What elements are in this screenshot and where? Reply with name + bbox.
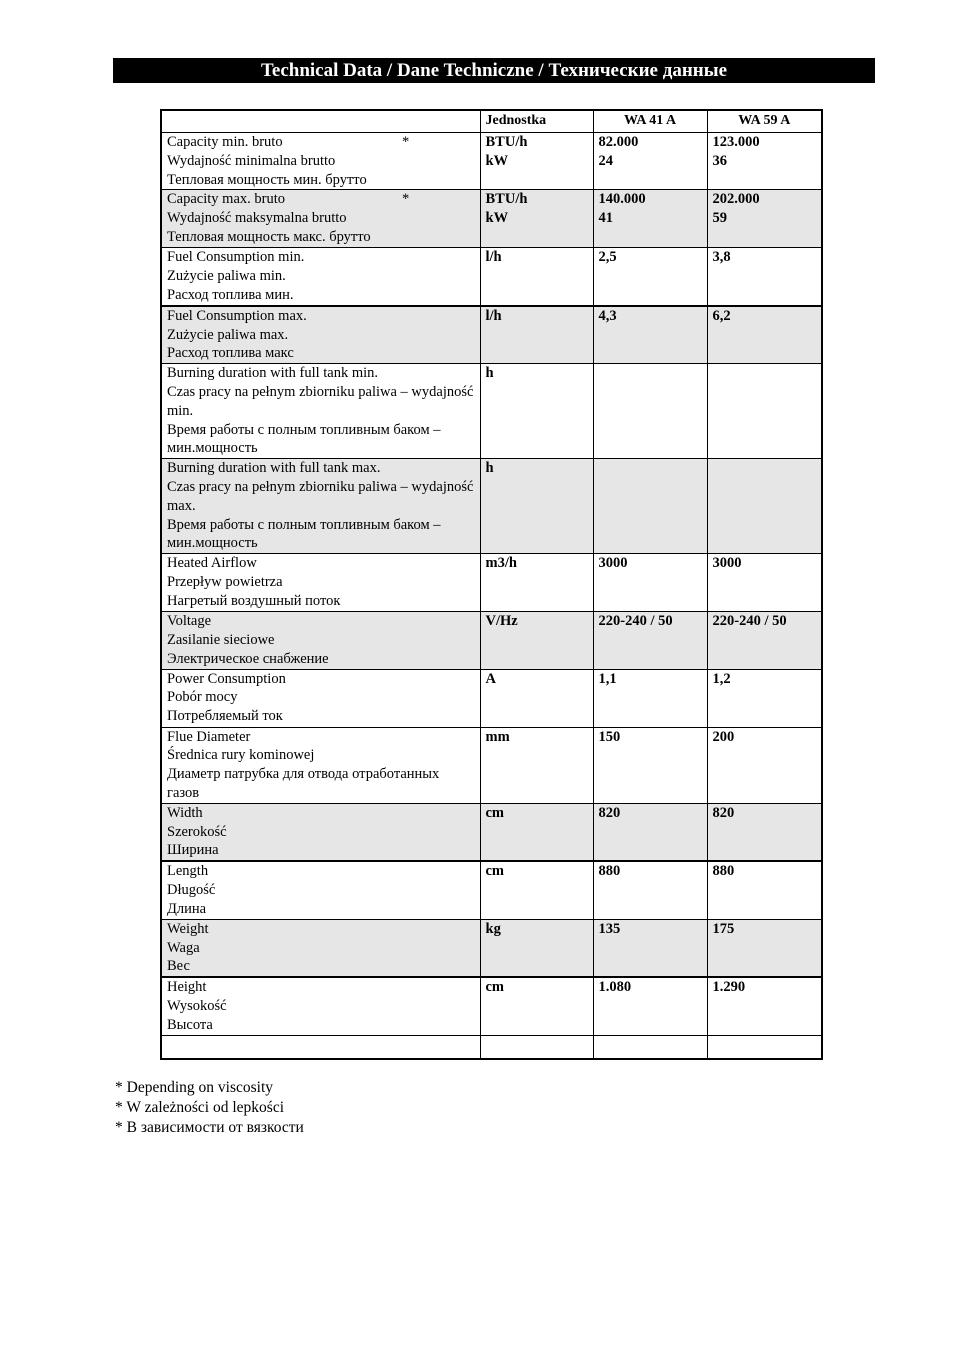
cell-line: 220-240 / 50 [598, 613, 673, 630]
parameter-label: Электрическое снабжение [167, 650, 329, 667]
parameter-cell [161, 554, 480, 612]
unit-cell [480, 669, 593, 727]
cell-line: BTU/h [485, 134, 528, 150]
parameter-label: Нагретый воздушный поток [167, 592, 341, 609]
cell-line: 140.000 [598, 191, 646, 208]
parameter-label: Czas pracy na pełnym zbiorniku paliwa – wydajność max. [167, 479, 474, 514]
table-row [161, 803, 822, 861]
table-row [161, 977, 822, 1035]
cell-line: h [485, 460, 494, 477]
cell-line: 3000 [598, 555, 628, 572]
parameter-label: Wysokość [167, 998, 227, 1015]
cell-line: 3,8 [712, 249, 731, 266]
value-cell-wa41a [593, 248, 707, 306]
table-header-row [161, 110, 822, 133]
parameter-label: Szerokość [167, 823, 227, 840]
value-cell-wa41a [593, 861, 707, 919]
unit-cell [480, 727, 593, 803]
parameter-cell [161, 133, 480, 190]
table-row [161, 727, 822, 803]
parameter-cell [161, 612, 480, 669]
cell-line: cm [485, 863, 505, 880]
parameter-label: Burning duration with full tank max. [167, 460, 381, 477]
unit-cell [480, 612, 593, 669]
parameter-label: Capacity max. bruto [167, 191, 285, 208]
table-row [161, 306, 822, 364]
cell-line: 1.290 [712, 979, 746, 996]
table-row [161, 1035, 822, 1059]
unit-cell [480, 190, 593, 248]
parameter-label: Расход топлива мин. [167, 286, 294, 303]
unit-cell [480, 459, 593, 554]
parameter-label: Fuel Consumption max. [167, 307, 307, 324]
parameter-label: Heated Airflow [167, 555, 257, 572]
parameter-cell [161, 861, 480, 919]
table-row [161, 248, 822, 306]
parameter-label: Długość [167, 882, 216, 899]
parameter-label: Расход топлива макс [167, 345, 294, 362]
value-cell-wa59a [707, 977, 822, 1035]
table-row [161, 459, 822, 554]
parameter-cell [161, 803, 480, 861]
parameter-label: Czas pracy na pełnym zbiorniku paliwa – wydajność min. [167, 384, 474, 419]
cell-line: BTU/h [485, 191, 528, 208]
cell-line: 3000 [712, 555, 742, 572]
cell-line: 150 [598, 728, 621, 745]
parameter-label: Zużycie paliwa max. [167, 326, 289, 343]
table-row [161, 861, 822, 919]
value-cell-wa41a [593, 727, 707, 803]
parameter-label: Потребляемый ток [167, 708, 283, 725]
parameter-label: Capacity min. bruto [167, 134, 283, 150]
page-title: Technical Data / Dane Techniczne / Технические данные [113, 58, 875, 83]
cell-line: 59 [712, 210, 727, 227]
value-cell-wa59a [707, 364, 822, 459]
parameter-label: Wydajność minimalna brutto [167, 152, 336, 169]
value-cell-wa59a [707, 459, 822, 554]
table-row [161, 669, 822, 727]
parameter-label: Flue Diameter [167, 728, 251, 745]
viscosity-footnote-marker: * [402, 134, 410, 150]
cell-line: 820 [598, 804, 621, 821]
parameter-label: Zużycie paliwa min. [167, 268, 286, 285]
parameter-label: Height [167, 979, 207, 996]
parameter-cell [161, 190, 480, 248]
value-cell-wa59a [707, 190, 822, 248]
cell-line: kg [485, 920, 501, 937]
cell-line: 880 [598, 863, 621, 880]
parameter-label: Высота [167, 1016, 213, 1033]
parameter-label: Power Consumption [167, 670, 286, 687]
parameter-cell [161, 364, 480, 459]
parameter-cell [161, 669, 480, 727]
table-row [161, 364, 822, 459]
parameter-label: Диаметр патрубка для отвода отработанных газов [167, 766, 440, 802]
parameter-cell [161, 977, 480, 1035]
parameter-label: Fuel Consumption min. [167, 249, 305, 266]
parameter-label: Width [167, 804, 203, 821]
value-cell-wa59a [707, 1035, 822, 1059]
value-cell-wa41a [593, 459, 707, 554]
parameter-label: Время работы с полным топливным баком – мин.мощность [167, 421, 441, 457]
cell-line: 1.080 [598, 979, 632, 996]
cell-line: kW [485, 210, 509, 227]
cell-line: h [485, 365, 494, 382]
parameter-label: Burning duration with full tank min. [167, 365, 379, 382]
parameter-cell [161, 306, 480, 364]
cell-line: cm [485, 804, 505, 821]
value-cell-wa59a [707, 727, 822, 803]
value-cell-wa59a [707, 669, 822, 727]
cell-line: m3/h [485, 555, 517, 572]
value-cell-wa59a [707, 306, 822, 364]
unit-cell [480, 1035, 593, 1059]
unit-cell [480, 248, 593, 306]
parameter-label: Длина [167, 900, 207, 917]
cell-line: 82.000 [598, 134, 639, 150]
parameter-label: Ширина [167, 842, 219, 859]
header-model-wa59a: WA 59 A [707, 110, 822, 133]
unit-cell [480, 364, 593, 459]
unit-cell [480, 133, 593, 190]
value-cell-wa59a [707, 919, 822, 977]
parameter-label: Voltage [167, 613, 212, 630]
cell-line: 1,2 [712, 670, 731, 687]
unit-cell [480, 306, 593, 364]
cell-line: 202.000 [712, 191, 760, 208]
cell-line: kW [485, 152, 509, 169]
value-cell-wa41a [593, 919, 707, 977]
table-row [161, 919, 822, 977]
value-cell-wa59a [707, 612, 822, 669]
footnote-english: * Depending on viscosity [115, 1079, 273, 1096]
cell-line: mm [485, 728, 510, 745]
table-row [161, 612, 822, 669]
parameter-label: Тепловая мощность мин. брутто [167, 171, 367, 188]
value-cell-wa59a [707, 133, 822, 190]
table-row [161, 133, 822, 190]
value-cell-wa59a [707, 248, 822, 306]
header-unit: Jednostka [480, 110, 593, 133]
parameter-label: Тепловая мощность макс. брутто [167, 228, 371, 245]
parameter-cell [161, 459, 480, 554]
footnote-russian: * В зависимости от вязкости [115, 1119, 304, 1136]
unit-cell [480, 977, 593, 1035]
cell-line: A [485, 670, 496, 687]
cell-line: 135 [598, 920, 621, 937]
value-cell-wa41a [593, 306, 707, 364]
cell-line: 24 [598, 152, 613, 169]
cell-line: l/h [485, 249, 502, 266]
header-model-wa41a: WA 41 A [593, 110, 707, 133]
parameter-label: Время работы с полным топливным баком – мин.мощность [167, 516, 441, 552]
cell-line: 820 [712, 804, 735, 821]
unit-cell [480, 803, 593, 861]
cell-line: 1,1 [598, 670, 617, 687]
cell-line: 2,5 [598, 249, 617, 266]
cell-line: V/Hz [485, 613, 518, 630]
cell-line: 880 [712, 863, 735, 880]
cell-line: 220-240 / 50 [712, 613, 787, 630]
parameter-label: Pobór mocy [167, 689, 238, 706]
parameter-label: Średnica rury kominowej [167, 747, 315, 764]
unit-cell [480, 861, 593, 919]
cell-line: l/h [485, 307, 502, 324]
unit-cell [480, 919, 593, 977]
value-cell-wa41a [593, 133, 707, 190]
parameter-cell [161, 1035, 480, 1059]
header-parameter [161, 110, 480, 133]
value-cell-wa41a [593, 612, 707, 669]
cell-line: cm [485, 979, 505, 996]
parameter-label: Weight [167, 920, 209, 937]
parameter-label: Przepływ powietrza [167, 574, 283, 591]
cell-line: 41 [598, 210, 613, 227]
technical-data-table [160, 109, 823, 1060]
table-row [161, 190, 822, 248]
cell-line: 36 [712, 152, 727, 169]
value-cell-wa41a [593, 669, 707, 727]
footnote-polish: * W zależności od lepkości [115, 1099, 285, 1116]
value-cell-wa41a [593, 190, 707, 248]
parameter-label: Waga [167, 939, 200, 956]
parameter-label: Вес [167, 958, 190, 975]
cell-line: 200 [712, 728, 735, 745]
parameter-label: Zasilanie sieciowe [167, 632, 275, 649]
unit-cell [480, 554, 593, 612]
value-cell-wa41a [593, 1035, 707, 1059]
parameter-label: Length [167, 863, 209, 880]
value-cell-wa59a [707, 803, 822, 861]
parameter-cell [161, 727, 480, 803]
table-row [161, 554, 822, 612]
viscosity-footnote-marker: * [402, 191, 410, 208]
value-cell-wa41a [593, 803, 707, 861]
value-cell-wa41a [593, 977, 707, 1035]
cell-line: 175 [712, 920, 735, 937]
value-cell-wa59a [707, 554, 822, 612]
parameter-cell [161, 919, 480, 977]
value-cell-wa41a [593, 364, 707, 459]
cell-line: 4,3 [598, 307, 617, 324]
value-cell-wa59a [707, 861, 822, 919]
value-cell-wa41a [593, 554, 707, 612]
footnotes [115, 1078, 304, 1138]
cell-line: 6,2 [712, 307, 731, 324]
cell-line: 123.000 [712, 134, 760, 150]
parameter-cell [161, 248, 480, 306]
parameter-label: Wydajność maksymalna brutto [167, 210, 347, 227]
